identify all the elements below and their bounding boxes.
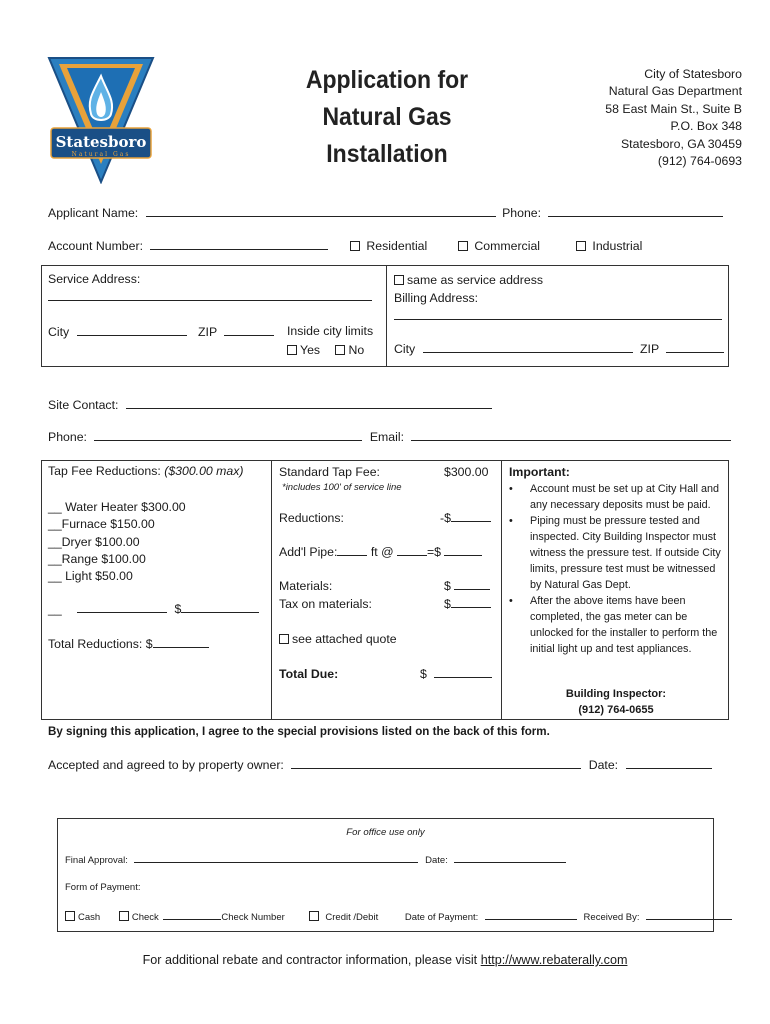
final-approval-label: Final Approval: [65,855,128,866]
pipe-ft: ft @ [370,545,394,559]
site-contact-field[interactable] [126,408,492,409]
billing-zip-field[interactable] [666,352,724,353]
zip-label: ZIP [198,325,217,339]
city-field[interactable] [77,335,187,336]
divider [386,265,387,367]
approval-date-label: Date: [425,855,448,866]
materials-field[interactable] [454,589,490,590]
account-number-field[interactable] [150,249,328,250]
important-item: • Piping must be pressure tested and inspected. City Building Inspector must witness the pressure test. If outside City limits, pressure test must be witnessed by Natural Gas Dept. [506,513,726,593]
tax-label: Tax on materials: [279,597,372,611]
materials-value-row [444,579,490,593]
applicant-name-field[interactable] [146,216,496,217]
pipe-eq: =$ [426,545,442,559]
svg-text:Natural Gas: Natural Gas [71,151,131,158]
divider [501,460,502,720]
footer-note [0,953,770,967]
reductions-value: -$ [440,511,451,525]
reduction-item: __ Water Heater $300.00 [48,500,186,514]
reductions-value-row [440,511,491,525]
final-approval-row [65,855,566,866]
building-inspector-label: Building Inspector: [565,688,667,700]
applicant-name-label: Applicant Name: [48,206,139,220]
address-line: 58 East Main St., Suite B [605,101,742,116]
contact-phone-row [48,430,731,444]
pipe-rate-field[interactable] [397,555,427,556]
title-line-2: Natural Gas [322,103,452,131]
address-line: (912) 764-0693 [657,154,742,169]
office-use-heading: For office use only [346,827,425,838]
approval-date-field[interactable] [454,862,566,863]
signing-date-field[interactable] [626,768,712,769]
total-due-row [420,667,492,681]
service-address-label: Service Address: [48,272,141,286]
service-address-field[interactable] [48,287,372,301]
check-number-field[interactable] [163,919,221,920]
owner-label: Accepted and agreed to by property owner: [48,758,284,772]
other-reduction-row [48,602,259,616]
city-label: City [48,325,70,339]
industrial-checkbox[interactable] [576,241,586,251]
statesboro-logo [45,56,157,184]
credit-debit-label: Credit /Debit [325,912,379,923]
total-reductions-row [48,637,209,651]
cash-label: Cash [78,912,101,923]
tax-field[interactable] [451,607,491,608]
rebate-link[interactable]: http://www.rebaterally.com [480,953,628,967]
applicant-phone-label: Phone: [502,206,542,220]
received-by-field[interactable] [646,919,732,920]
attached-quote[interactable] [279,632,397,646]
important-list [506,481,726,657]
received-by-label: Received By: [583,912,640,923]
billing-zip-label: ZIP [640,342,659,356]
footer-text: For additional rebate and contractor information, please visit [142,953,481,967]
billing-city-label: City [394,342,416,356]
total-due-label: Total Due: [279,667,339,681]
applicant-name-row [48,206,723,220]
pipe-total-field[interactable] [444,555,482,556]
yes-checkbox[interactable] [287,345,297,355]
final-approval-field[interactable] [134,862,418,863]
type-industrial[interactable] [576,239,642,253]
account-number-label: Account Number: [48,239,144,253]
important-item: • Account must be set up at City Hall and any necessary deposits must be paid. [506,481,726,513]
owner-signature-field[interactable] [291,768,581,769]
tax-value-row [444,597,491,611]
other-reduction-field[interactable] [77,612,167,613]
account-row [48,239,328,253]
total-due-value: $ [420,667,427,681]
check-number-label: Check Number [221,912,285,923]
important-item: • After the above items have been completed, the gas meter can be unlocked for the installer to perform the initial light up and test appliances. [506,593,726,657]
reduction-item: __ Light $50.00 [48,569,133,584]
title-line-1: Application for [305,66,469,94]
svg-text:Statesboro: Statesboro [55,133,147,151]
other-amount-field[interactable] [181,612,259,613]
contact-email-label: Email: [369,430,404,444]
materials-label: Materials: [279,579,333,593]
reductions-field[interactable] [451,521,491,522]
reduction-item: __Furnace $150.00 [48,517,155,532]
payment-row [65,911,732,923]
department-address [502,66,742,170]
total-due-field[interactable] [434,677,492,678]
same-as-service[interactable] [394,273,543,287]
building-inspector-phone: (912) 764-0655 [578,704,654,716]
site-contact-row [48,398,492,412]
contact-phone-field[interactable] [94,440,362,441]
inside-city-limits-label: Inside city limits [287,324,374,338]
type-commercial[interactable] [458,239,540,253]
standard-fee-label: Standard Tap Fee: [279,465,380,479]
billing-address-label: Billing Address: [394,291,479,305]
commercial-checkbox[interactable] [458,241,468,251]
reductions-list [48,499,186,585]
addl-pipe-label: Add'l Pipe: [279,545,338,559]
tax-value: $ [444,597,451,611]
address-line: Natural Gas Department [608,84,742,99]
form-of-payment-label: Form of Payment: [65,882,141,893]
yes-label: Yes [300,343,321,357]
form-title [290,62,483,173]
inside-city-options [287,343,364,357]
service-city-row [48,325,274,339]
zip-field[interactable] [224,335,274,336]
address-line: City of Statesboro [644,67,742,81]
reduction-item: __Dryer $100.00 [48,534,140,549]
type-residential[interactable] [350,239,427,253]
no-checkbox[interactable] [335,345,345,355]
reduction-item: __Range $100.00 [48,551,146,566]
other-dollar: $ [174,602,182,616]
residential-checkbox[interactable] [350,241,360,251]
signing-statement: By signing this application, I agree to the special provisions listed on the back of this form. [48,725,550,738]
no-label: No [348,343,365,357]
owner-signature-row [48,758,712,772]
date-of-payment-label: Date of Payment: [404,912,479,923]
same-as-service-checkbox[interactable] [394,275,404,285]
credit-debit-checkbox[interactable] [309,911,319,921]
total-reductions-label: Total Reductions: $ [48,637,153,651]
reductions-label: Reductions: [279,511,344,525]
date-of-payment-field[interactable] [485,919,577,920]
important-heading: Important: [509,465,570,479]
address-line: P.O. Box 348 [670,119,742,134]
check-label: Check [131,912,159,923]
signing-date-label: Date: [588,758,619,772]
materials-value: $ [444,579,451,593]
reductions-max: ($300.00 max) [164,464,244,478]
billing-city-row [394,342,724,356]
reductions-heading-label: Tap Fee Reductions: [48,464,161,478]
residential-label: Residential [366,239,428,253]
site-contact-label: Site Contact: [48,398,119,412]
commercial-label: Commercial [474,239,541,253]
same-as-service-label: same as service address [407,273,544,287]
address-line: Statesboro, GA 30459 [620,136,742,151]
standard-fee-value: $300.00 [444,465,489,479]
divider [271,460,272,720]
includes-note: *includes 100' of service line [282,482,402,493]
check-checkbox[interactable] [119,911,129,921]
billing-city-field[interactable] [423,352,633,353]
reductions-heading [48,464,244,478]
industrial-label: Industrial [592,239,643,253]
contact-email-field[interactable] [411,440,731,441]
pipe-length-field[interactable] [337,555,367,556]
addl-pipe-row [279,545,482,559]
applicant-phone-field[interactable] [548,216,723,217]
attached-quote-label: see attached quote [292,632,397,646]
attached-quote-checkbox[interactable] [279,634,289,644]
cash-checkbox[interactable] [65,911,75,921]
title-line-3: Installation [326,140,448,168]
total-reductions-field[interactable] [153,647,209,648]
contact-phone-label: Phone: [48,430,87,444]
other-blank: __ [48,602,62,616]
billing-address-field[interactable] [394,306,722,320]
